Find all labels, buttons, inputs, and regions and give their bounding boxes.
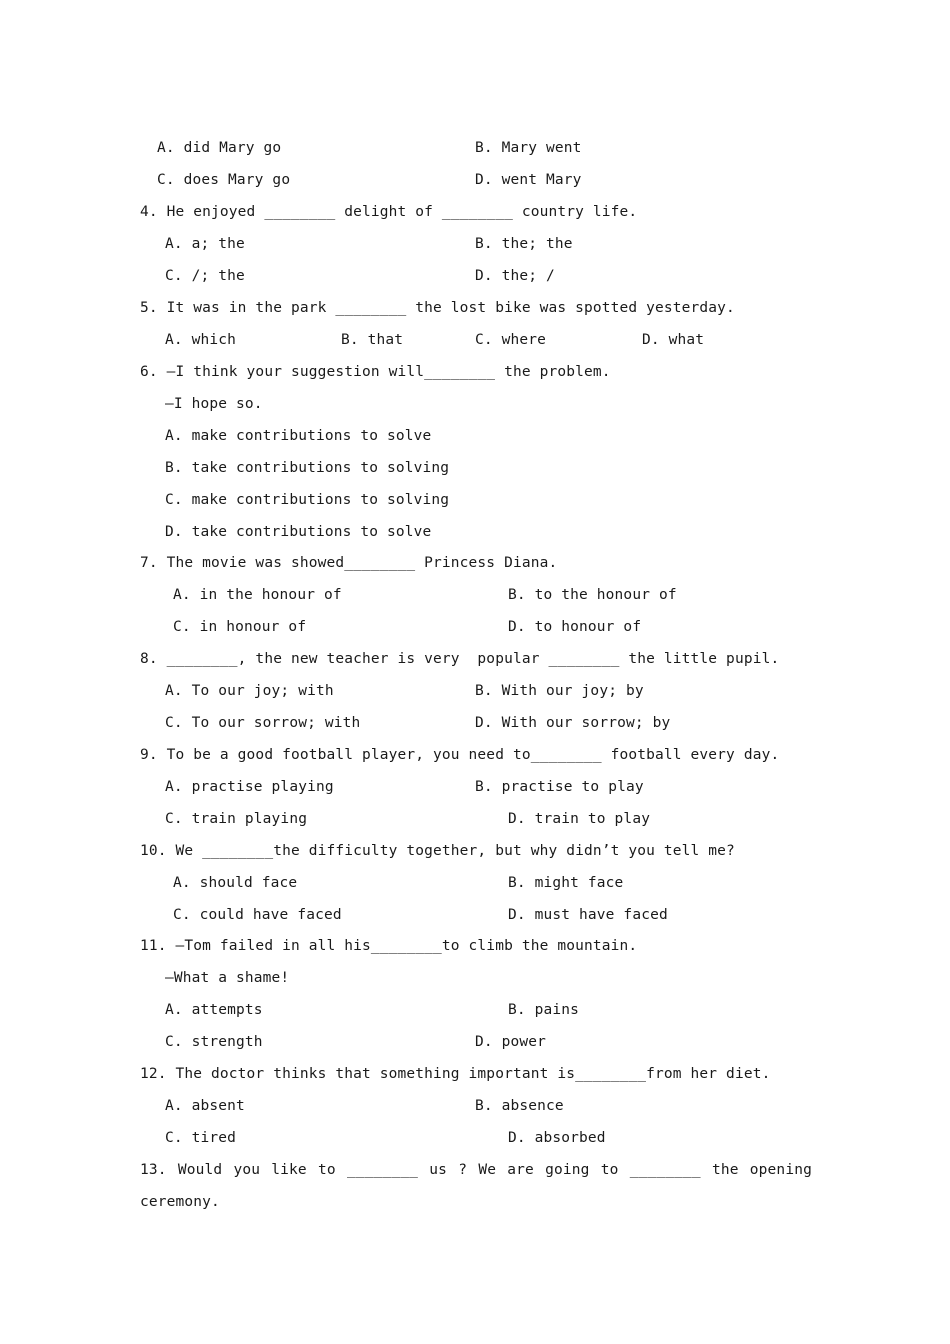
q9-stem: 9. To be a good football player, you need to________ football every day. bbox=[140, 747, 780, 763]
q13-continuation: ceremony. bbox=[140, 1194, 220, 1210]
q8-option-c: C. To our sorrow; with bbox=[165, 715, 361, 731]
q5-option-c: C. where bbox=[475, 332, 547, 348]
q6-option-d: D. take contributions to solve bbox=[165, 524, 432, 540]
q10-option-b: B. might face bbox=[508, 875, 624, 891]
q11-option-a: A. attempts bbox=[165, 1002, 263, 1018]
q13-word: to bbox=[318, 1162, 336, 1178]
q12-stem: 12. The doctor thinks that something important is________from her diet. bbox=[140, 1066, 771, 1082]
q6-option-a: A. make contributions to solve bbox=[165, 428, 432, 444]
q6-stem: 6. —I think your suggestion will________ the problem. bbox=[140, 364, 611, 380]
q4-option-c: C. /; the bbox=[165, 268, 245, 284]
q5-option-a: A. which bbox=[165, 332, 237, 348]
q11-option-c: C. strength bbox=[165, 1034, 263, 1050]
q10-stem: 10. We ________the difficulty together, but why didn’t you tell me? bbox=[140, 843, 735, 859]
q6-reply: —I hope so. bbox=[165, 396, 263, 412]
q7-option-d: D. to honour of bbox=[508, 619, 642, 635]
q13-word: going bbox=[545, 1162, 590, 1178]
q12-option-a: A. absent bbox=[165, 1098, 245, 1114]
q3-option-b: B. Mary went bbox=[475, 140, 582, 156]
q8-option-a: A. To our joy; with bbox=[165, 683, 334, 699]
q7-option-b: B. to the honour of bbox=[508, 587, 677, 603]
q7-stem: 7. The movie was showed________ Princess Diana. bbox=[140, 555, 558, 571]
q13-word: like bbox=[271, 1162, 307, 1178]
q12-option-d: D. absorbed bbox=[508, 1130, 606, 1146]
q11-option-d: D. power bbox=[475, 1034, 547, 1050]
q10-option-a: A. should face bbox=[173, 875, 298, 891]
q13-word: We bbox=[478, 1162, 497, 1178]
q4-option-b: B. the; the bbox=[475, 236, 573, 252]
q7-option-c: C. in honour of bbox=[173, 619, 307, 635]
q13-word: Would bbox=[177, 1162, 223, 1178]
q13-word: are bbox=[507, 1162, 534, 1178]
q9-option-a: A. practise playing bbox=[165, 779, 334, 795]
q5-option-b: B. that bbox=[341, 332, 404, 348]
q4-option-d: D. the; / bbox=[475, 268, 555, 284]
q8-option-b: B. With our joy; by bbox=[475, 683, 644, 699]
q3-option-a: A. did Mary go bbox=[157, 140, 282, 156]
q7-option-a: A. in the honour of bbox=[173, 587, 342, 603]
q3-option-c: C. does Mary go bbox=[157, 172, 291, 188]
q9-option-b: B. practise to play bbox=[475, 779, 644, 795]
q8-stem: 8. ________, the new teacher is very popular ________ the little pupil. bbox=[140, 651, 780, 667]
q13-word: you bbox=[233, 1162, 261, 1178]
q13-blank: ________ bbox=[629, 1162, 701, 1178]
q13-word: the bbox=[711, 1162, 739, 1178]
q8-option-d: D. With our sorrow; by bbox=[475, 715, 671, 731]
q4-stem: 4. He enjoyed ________ delight of ________ country life. bbox=[140, 204, 638, 220]
q13-stem bbox=[140, 1160, 812, 1180]
q11-option-b: B. pains bbox=[508, 1002, 580, 1018]
q9-option-d: D. train to play bbox=[508, 811, 651, 827]
q12-option-b: B. absence bbox=[475, 1098, 564, 1114]
q10-option-d: D. must have faced bbox=[508, 907, 668, 923]
q13-word: 13. bbox=[140, 1162, 167, 1178]
q6-option-b: B. take contributions to solving bbox=[165, 460, 450, 476]
q12-option-c: C. tired bbox=[165, 1130, 237, 1146]
q6-option-c: C. make contributions to solving bbox=[165, 492, 450, 508]
q3-option-d: D. went Mary bbox=[475, 172, 582, 188]
q5-stem: 5. It was in the park ________ the lost bike was spotted yesterday. bbox=[140, 300, 735, 316]
q9-option-c: C. train playing bbox=[165, 811, 308, 827]
q11-reply: —What a shame! bbox=[165, 970, 290, 986]
q13-blank: ________ bbox=[347, 1162, 419, 1178]
q13-word: us bbox=[429, 1162, 448, 1178]
q4-option-a: A. a; the bbox=[165, 236, 245, 252]
q10-option-c: C. could have faced bbox=[173, 907, 342, 923]
q5-option-d: D. what bbox=[642, 332, 705, 348]
q13-word: ? bbox=[458, 1162, 468, 1178]
q13-word: opening bbox=[749, 1162, 812, 1178]
q13-word: to bbox=[600, 1162, 619, 1178]
q11-stem: 11. —Tom failed in all his________to climb the mountain. bbox=[140, 938, 638, 954]
